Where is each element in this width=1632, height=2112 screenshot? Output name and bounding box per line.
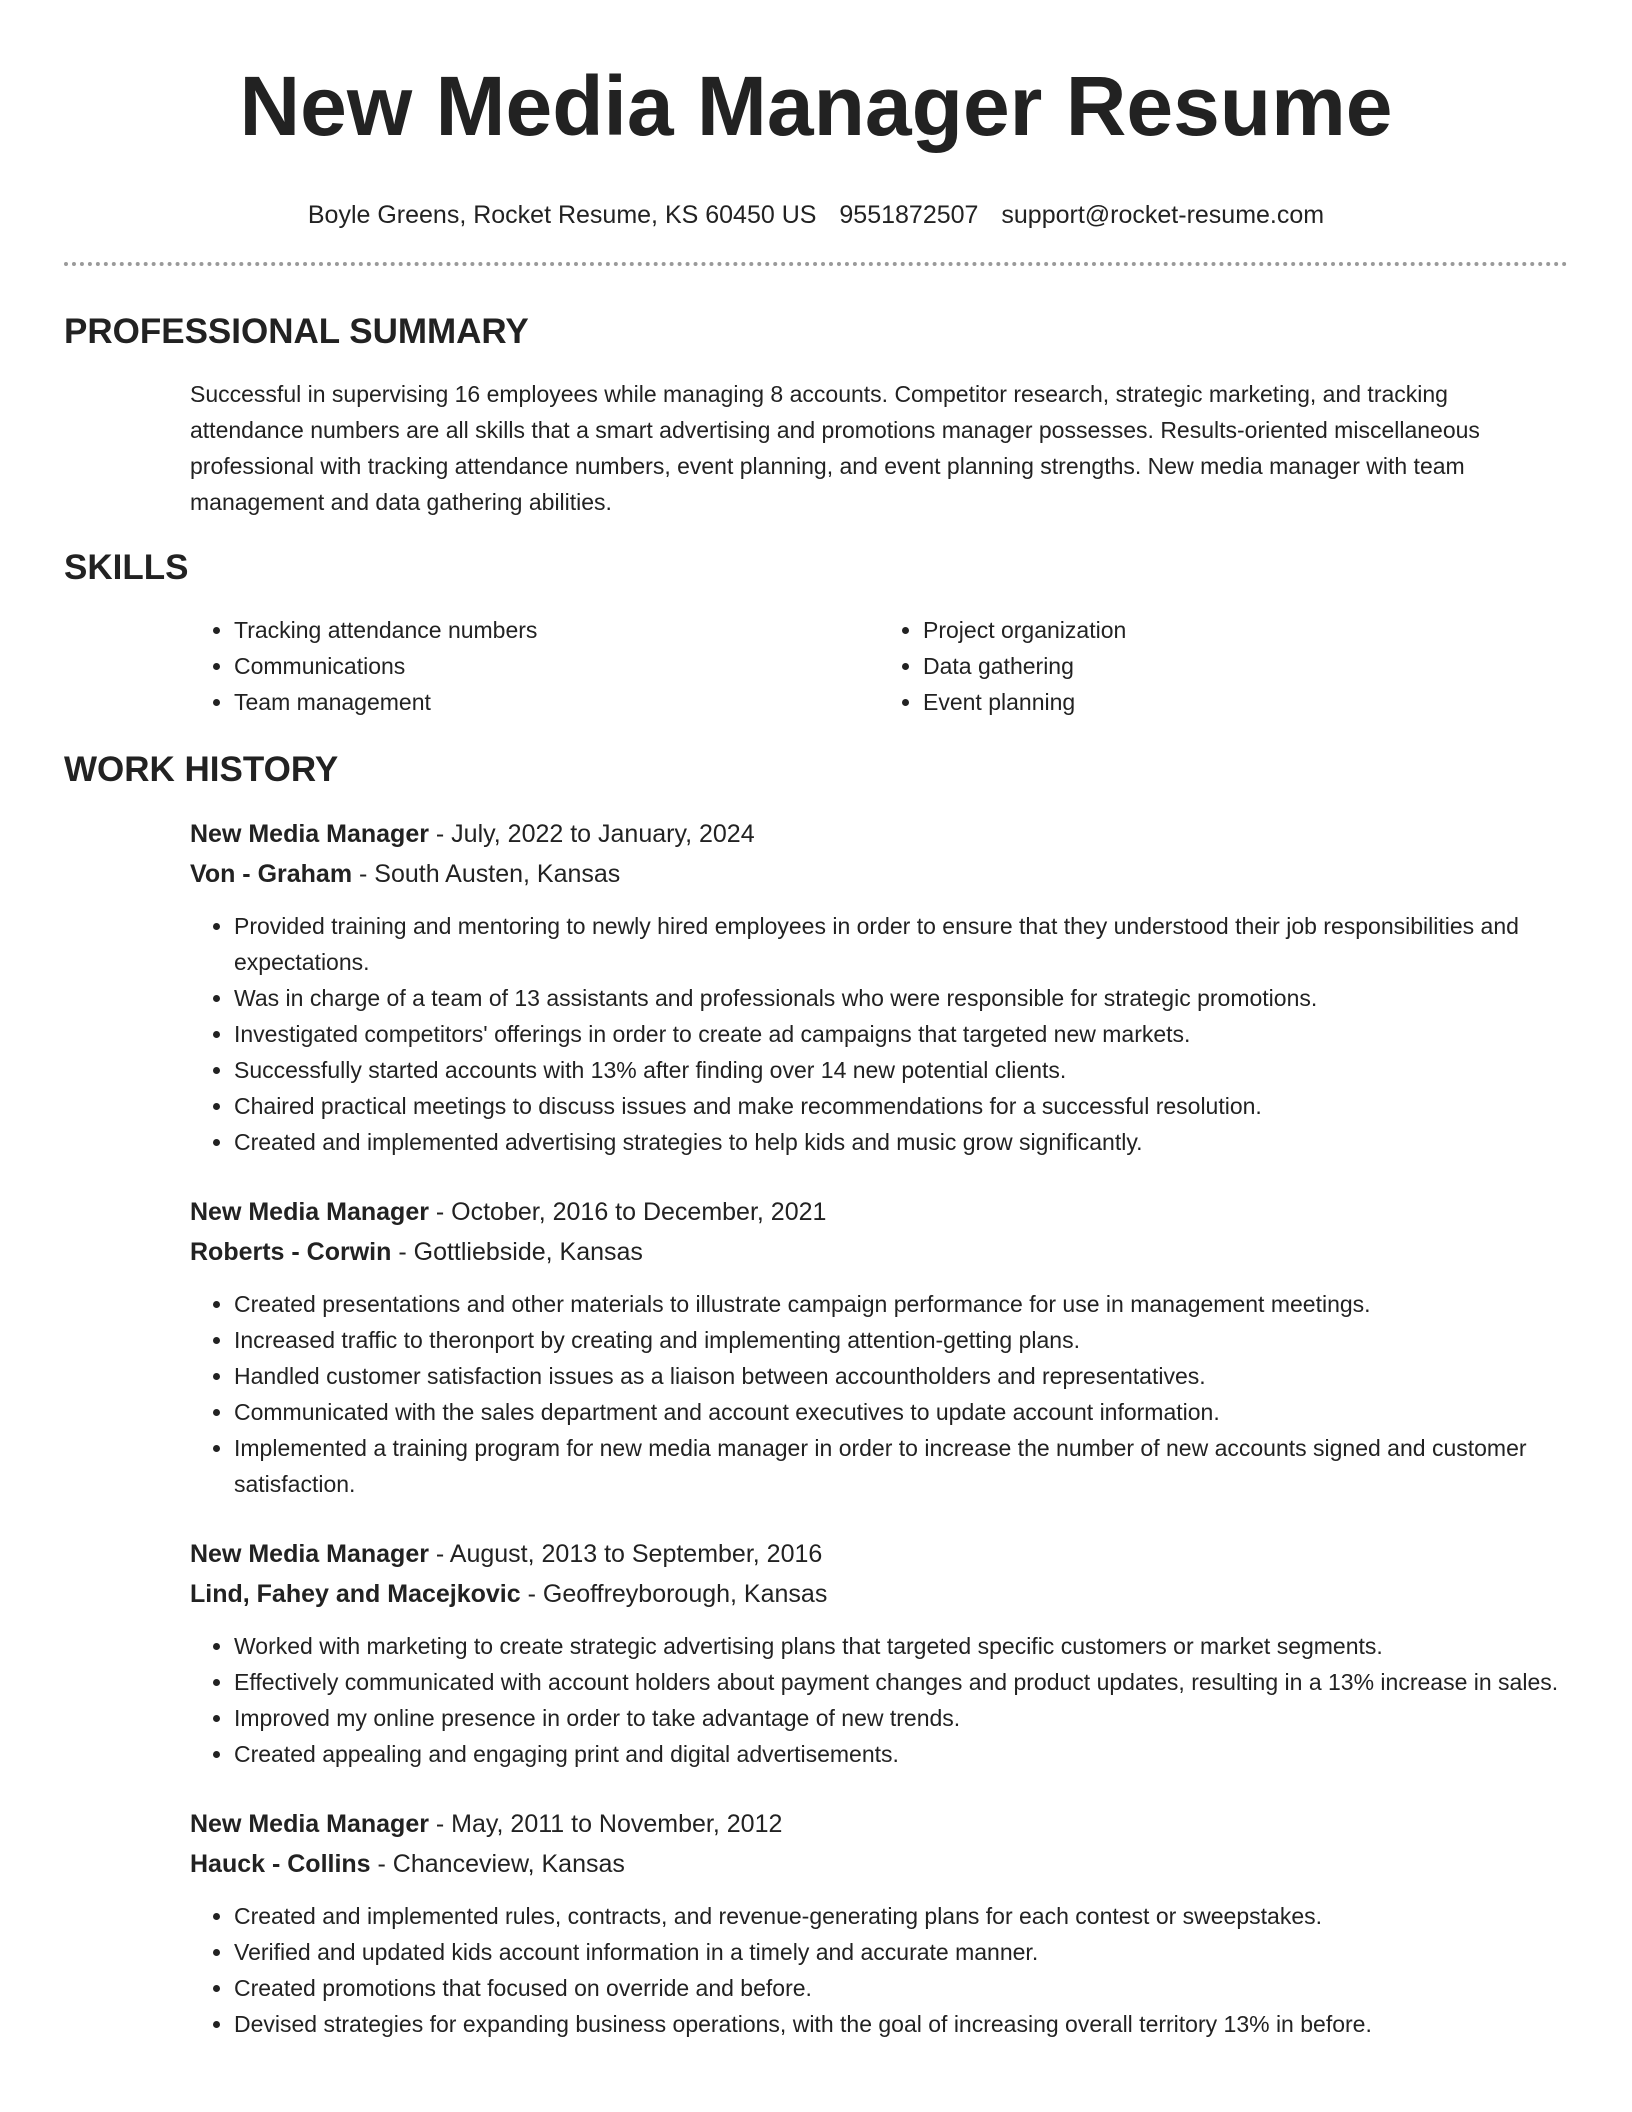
- job-dates: - July, 2022 to January, 2024: [428, 820, 755, 848]
- duty-item: • Effectively communicated with account holders about payment changes and product updates, resulting in a 13% increase in sales.: [234, 1664, 1568, 1700]
- job-location: - South Austen, Kansas: [352, 860, 621, 888]
- duty-item: • Investigated competitors' offerings in order to create ad campaigns that targeted new markets.: [234, 1016, 1568, 1052]
- duty-item: • Chaired practical meetings to discuss issues and make recommendations for a successful resolution.: [234, 1088, 1568, 1124]
- duty-item: • Created promotions that focused on override and before.: [234, 1970, 1568, 2006]
- job-title: New Media Manager: [190, 1540, 429, 1568]
- job-company: Lind, Fahey and Macejkovic: [190, 1580, 521, 1608]
- job-dates: - October, 2016 to December, 2021: [428, 1198, 827, 1226]
- duty-item: • Successfully started accounts with 13% after finding over 14 new potential clients.: [234, 1052, 1568, 1088]
- contact-email: support@rocket-resume.com: [1001, 201, 1325, 229]
- job-location: - Gottliebside, Kansas: [391, 1238, 643, 1266]
- duty-item: • Implemented a training program for new media manager in order to increase the number of new accounts signed and customer satisfaction.: [234, 1430, 1568, 1502]
- duty-item: • Was in charge of a team of 13 assistants and professionals who were responsible for strategic promotions.: [234, 980, 1568, 1016]
- duty-item: • Devised strategies for expanding business operations, with the goal of increasing overall territory 13% in before.: [234, 2006, 1568, 2042]
- contact-phone: 9551872507: [839, 201, 979, 229]
- job-company: Von - Graham: [190, 860, 353, 888]
- duty-item: • Increased traffic to theronport by creating and implementing attention-getting plans.: [234, 1322, 1568, 1358]
- duty-item: • Verified and updated kids account information in a timely and accurate manner.: [234, 1934, 1568, 1970]
- job-dates: - May, 2011 to November, 2012: [428, 1810, 783, 1838]
- duty-item: • Created appealing and engaging print and digital advertisements.: [234, 1736, 1568, 1772]
- job-company: Hauck - Collins: [190, 1850, 371, 1878]
- work-history-heading: WORK HISTORY: [64, 750, 339, 789]
- work-history-list: [190, 814, 1568, 2042]
- duty-item: • Created and implemented advertising strategies to help kids and music grow significantly.: [234, 1124, 1568, 1160]
- resume-title: New Media Manager Resume: [239, 59, 1393, 153]
- job-duties: [190, 908, 1568, 1160]
- duty-item: • Handled customer satisfaction issues as a liaison between accountholders and representatives.: [234, 1358, 1568, 1394]
- duty-item: • Improved my online presence in order to take advantage of new trends.: [234, 1700, 1568, 1736]
- job-company-line: [190, 1844, 1568, 1884]
- job-duties: [190, 1628, 1568, 1772]
- duty-item: • Communicated with the sales department and account executives to update account information.: [234, 1394, 1568, 1430]
- job-entry: [190, 1804, 1568, 2042]
- duty-item: • Worked with marketing to create strategic advertising plans that targeted specific customers or market segments.: [234, 1628, 1568, 1664]
- contact-line: [64, 198, 1568, 232]
- duty-item: • Created and implemented rules, contracts, and revenue-generating plans for each contest or sweepstakes.: [234, 1898, 1568, 1934]
- job-company-line: [190, 854, 1568, 894]
- skill-item: • Team management: [234, 684, 879, 720]
- job-entry: [190, 1534, 1568, 1772]
- job-title: New Media Manager: [190, 1810, 429, 1838]
- job-location: - Chanceview, Kansas: [370, 1850, 625, 1878]
- skills-left-column: [190, 612, 879, 720]
- skills-grid: [190, 612, 1568, 720]
- job-company-line: [190, 1574, 1568, 1614]
- skills-heading: SKILLS: [64, 548, 189, 587]
- job-title-line: [190, 1192, 1568, 1232]
- job-company-line: [190, 1232, 1568, 1272]
- skill-item: • Event planning: [923, 684, 1568, 720]
- skills-right-column: [879, 612, 1568, 720]
- skill-item: • Tracking attendance numbers: [234, 612, 879, 648]
- job-title-line: [190, 1804, 1568, 1844]
- job-title-line: [190, 1534, 1568, 1574]
- summary-heading: PROFESSIONAL SUMMARY: [64, 312, 529, 351]
- job-title-line: [190, 814, 1568, 854]
- contact-address: Boyle Greens, Rocket Resume, KS 60450 US: [307, 201, 817, 229]
- job-location: - Geoffreyborough, Kansas: [520, 1580, 828, 1608]
- job-duties: [190, 1286, 1568, 1502]
- skill-item: • Project organization: [923, 612, 1568, 648]
- skill-item: • Data gathering: [923, 648, 1568, 684]
- duty-item: • Created presentations and other materials to illustrate campaign performance for use in management meetings.: [234, 1286, 1568, 1322]
- job-title: New Media Manager: [190, 1198, 429, 1226]
- header-divider: [64, 262, 1568, 266]
- job-dates: - August, 2013 to September, 2016: [428, 1540, 823, 1568]
- job-duties: [190, 1898, 1568, 2042]
- duty-item: • Provided training and mentoring to newly hired employees in order to ensure that they understood their job responsibilities and expectations.: [234, 908, 1568, 980]
- job-entry: [190, 1192, 1568, 1502]
- skill-item: • Communications: [234, 648, 879, 684]
- job-entry: [190, 814, 1568, 1160]
- summary-text: Successful in supervising 16 employees while managing 8 accounts. Competitor research, strategic marketing, and tracking attendance numbers are all skills that a smart advertising and promotions manager possesses. Results-oriented miscellaneous professional with tracking attendance numbers, event planning, and event planning strengths. New media manager with team management and data gathering abilities.: [190, 381, 1480, 515]
- job-title: New Media Manager: [190, 820, 429, 848]
- job-company: Roberts - Corwin: [190, 1238, 392, 1266]
